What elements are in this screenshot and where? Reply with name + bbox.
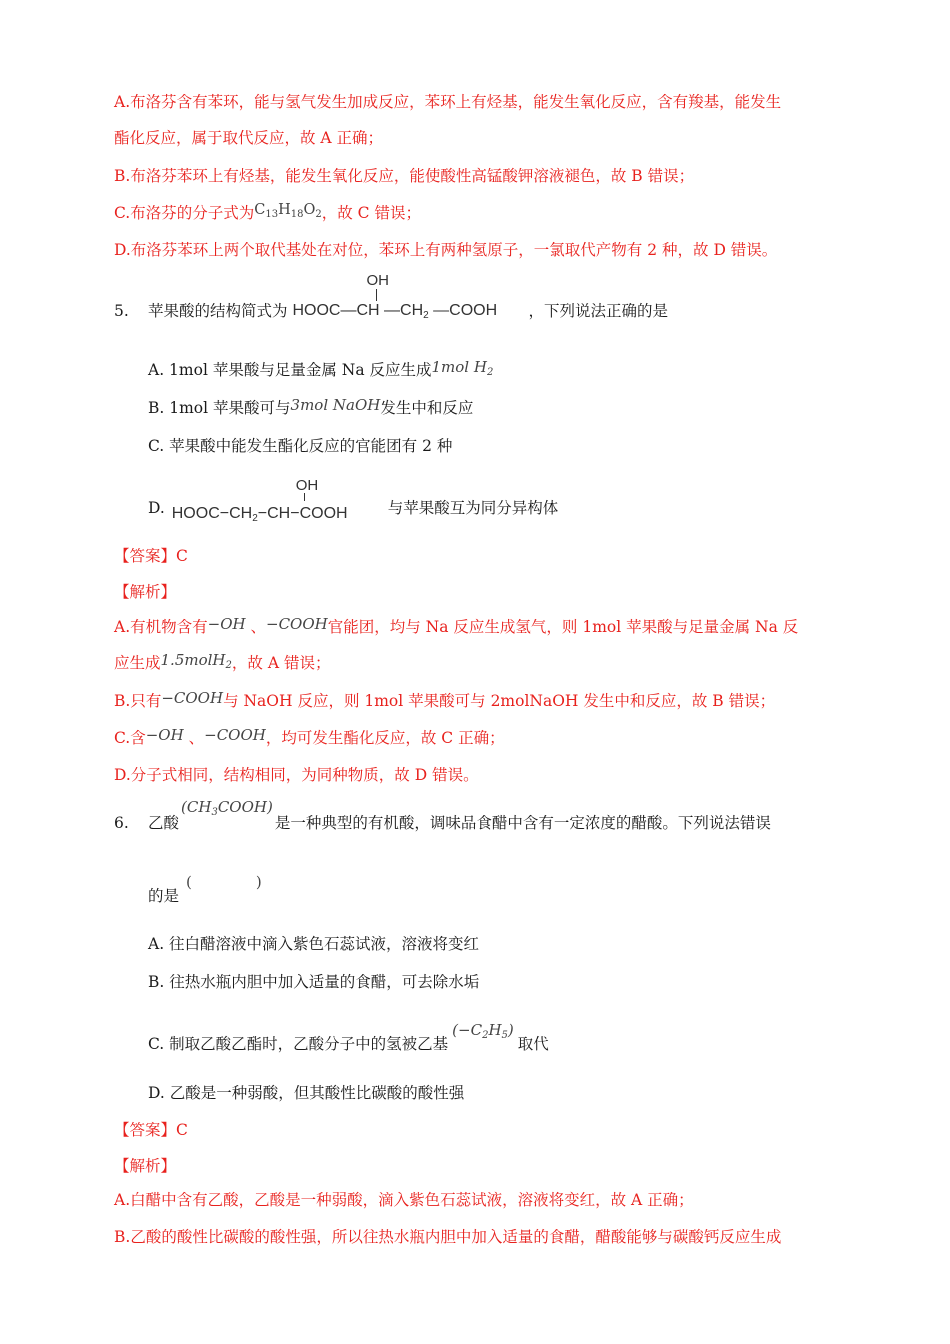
q4-analysis-a-line2: 酯化反应，属于取代反应，故 A 正确；	[114, 129, 384, 147]
q4-analysis-c: C.布洛芬的分子式为$C_{13}H_{18}O_2$，故 C 错误；	[114, 202, 421, 222]
q5-analysis-title: 【解析】	[114, 583, 177, 601]
q6-stem: 乙酸$(CH_3COOH)$是一种典型的有机酸，调味品食醋中含有一定浓度的醋酸。下列说法错误	[148, 798, 771, 832]
structure-bond	[304, 493, 305, 501]
malic-acid-structure	[292, 272, 528, 321]
q5-analysis-c: C.含−OH 、−COOH，均可发生酯化反应，故 C 正确；	[114, 726, 505, 747]
q6-analysis-b: B.乙酸的酸性比碳酸的酸性强，所以往热水瓶内胆中加入适量的食醋，醋酸能够与碳酸钙反应生成	[114, 1228, 782, 1246]
q5-option-d: D. OH $HOOC-CH_2-CH-COOH$ 与苹果酸互为同分异构体	[148, 477, 559, 524]
q6-analysis-title: 【解析】	[114, 1157, 177, 1175]
q5-number: 5.	[114, 302, 129, 320]
hydroxyl-label: OH	[366, 272, 389, 289]
structure-formula: HOOC—CH $—CH_2$ —COOH	[292, 302, 498, 321]
q6-number: 6.	[114, 814, 129, 832]
q5-option-b: B. 1mol 苹果酸可与3mol NaOH发生中和反应	[148, 396, 474, 417]
acetic-acid-formula: $(CH_3COOH)$	[181, 798, 273, 818]
answer-blank: ( )	[186, 873, 262, 891]
q5-stem: 苹果酸的结构简式为 OH HOOC—CH $—CH_2$ —COOH ，下列说法正确的是	[148, 272, 668, 321]
q5-option-c: C. 苹果酸中能发生酯化反应的官能团有 2 种	[148, 437, 453, 455]
q4-analysis-a-line1: A.布洛芬含有苯环，能与氢气发生加成反应，苯环上有烃基，能发生氧化反应，含有羧基，能发生	[114, 93, 782, 111]
q5-analysis-d: D.分子式相同，结构相同，为同种物质，故 D 错误。	[114, 766, 479, 784]
q5-analysis-a: A.有机物含有−OH 、−COOH官能团，均与 Na 反应生成氢气，则 1mol 苹果酸与足量金属 Na 反	[114, 615, 799, 636]
q6-analysis-a: A.白醋中含有乙酸，乙酸是一种弱酸，滴入紫色石蕊试液，溶液将变红，故 A 正确；	[114, 1191, 694, 1209]
q6-option-d: D. 乙酸是一种弱酸，但其酸性比碳酸的酸性强	[148, 1084, 465, 1102]
q6-option-a: A. 往白醋溶液中滴入紫色石蕊试液，溶液将变红	[148, 935, 480, 953]
molecular-formula: $C_{13}H_{18}O_2$	[254, 202, 322, 220]
q4-analysis-b: B.布洛芬苯环上有烃基，能发生氧化反应，能使酸性高锰酸钾溶液褪色，故 B 错误；	[114, 167, 695, 185]
q6-option-c: C. 制取乙酸乙酯时，乙酸分子中的氢被乙基$(-C_2H_5)$取代	[148, 1021, 549, 1053]
q5-answer: 【答案】C	[114, 547, 188, 565]
structure-formula: $HOOC-CH_2-CH-COOH$	[171, 505, 348, 524]
structure-bond	[376, 289, 377, 301]
q5-option-a: A. 1mol 苹果酸与足量金属 Na 反应生成1mol $H_2$	[148, 358, 494, 379]
q4-analysis-d: D.布洛芬苯环上两个取代基处在对位，苯环上有两种氢原子，一氯取代产物有 2 种，故 D 错误。	[114, 241, 778, 259]
q5-analysis-b: B.只有−COOH与 NaOH 反应，则 1mol 苹果酸可与 2molNaOH 发生中和反应，故 B 错误；	[114, 689, 776, 710]
ethyl-formula: $(-C_2H_5)$	[452, 1021, 514, 1041]
q6-option-b: B. 往热水瓶内胆中加入适量的食醋，可去除水垢	[148, 973, 480, 991]
q6-answer: 【答案】C	[114, 1121, 188, 1139]
hydroxyl-label: OH	[295, 477, 319, 494]
q6-stem-line2: 的是	[148, 887, 180, 905]
q5-analysis-a-line2: 应生成1.5molH$_2$，故 A 错误；	[114, 651, 331, 672]
